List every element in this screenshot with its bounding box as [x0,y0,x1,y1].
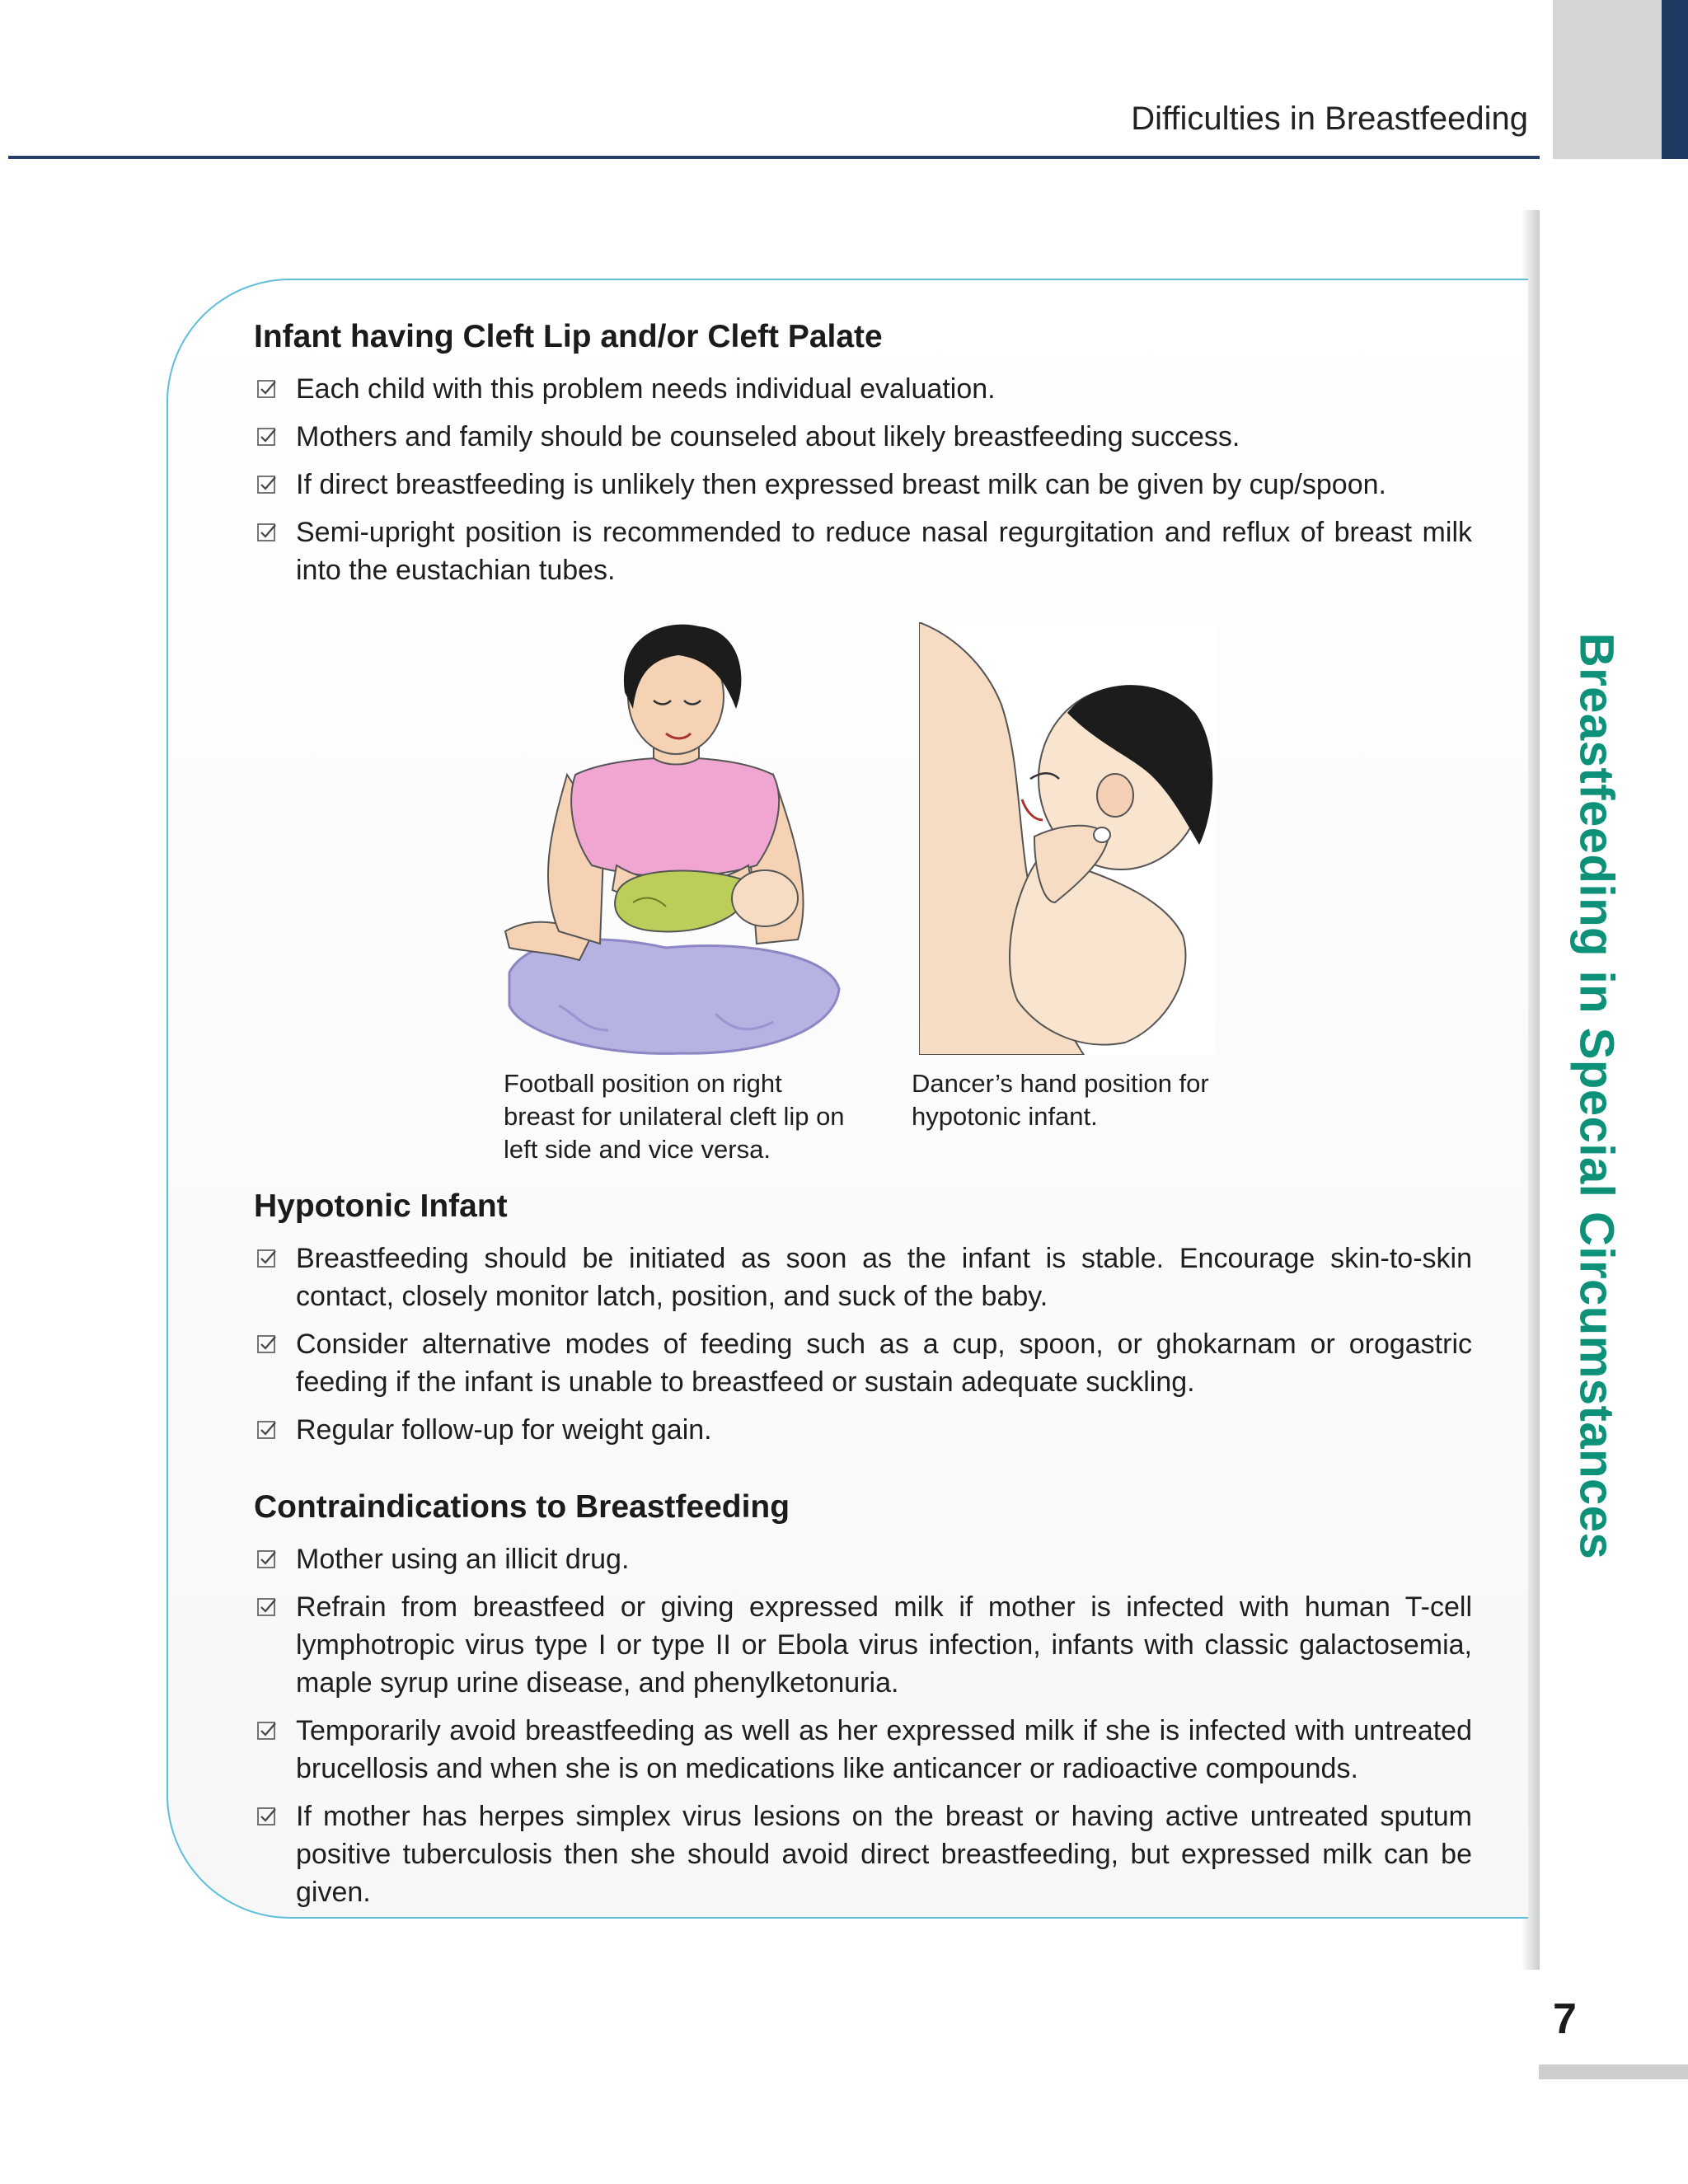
list-item [254,1588,1472,1702]
header-tab-navy [1662,0,1688,159]
list-item-text: If direct breastfeeding is unlikely then expressed breast milk can be given by cup/spoon. [296,469,1386,500]
dancer-hand-illustration [919,622,1216,1055]
list-item-text: Regular follow-up for weight gain. [296,1414,712,1446]
list-item [254,466,1472,504]
section-cleft-lip [254,319,1472,599]
checkbox-icon [257,1249,277,1268]
checkbox-icon [257,379,277,399]
list-item-text: Breastfeeding should be initiated as soon as the infant is stable. Encourage skin-to-skin contact, closely monitor latch, position, and suck of the baby. [296,1243,1472,1312]
list-item [254,370,1472,408]
list-item-text: Mothers and family should be counseled about likely breastfeeding success. [296,421,1240,452]
section-heading: Hypotonic Infant [254,1188,508,1224]
checkbox-icon [257,475,277,494]
list-item-text: Refrain from breastfeed or giving expressed milk if mother is infected with human T-cell lymphotropic virus type I or type II or Ebola virus infection, infants with classic galactosemia, maple syrup urine disease, and phenylketonuria. [296,1591,1472,1699]
list-item [254,1411,1472,1449]
checkbox-icon [257,1807,277,1826]
list-item [254,1325,1472,1401]
side-chapter-title: Breastfeeding in Special Circumstances [1569,632,1624,1560]
checkbox-icon [257,427,277,447]
list-item-text: Consider alternative modes of feeding such as a cup, spoon, or ghokarnam or orogastric feeding if the infant is unable to breastfeed or sustain adequate suckling. [296,1329,1472,1398]
checkbox-icon [257,1334,277,1354]
header-tab-grey [1553,0,1662,159]
list-item-text: Mother using an illicit drug. [296,1544,630,1575]
list-item-text: Temporarily avoid breastfeeding as well as her expressed milk if she is infected with untreated brucellosis and when she is on medications like anticancer or radioactive compounds. [296,1715,1472,1784]
list-item [254,1540,1472,1578]
list-item-text: Each child with this problem needs individual evaluation. [296,373,996,405]
header-rule [8,156,1540,159]
list-item [254,418,1472,456]
football-position-illustration [501,618,847,1059]
list-item [254,513,1472,589]
checkbox-icon [257,1597,277,1617]
checkbox-icon [257,523,277,542]
section-hypotonic-infant [254,1188,1472,1459]
section-heading: Infant having Cleft Lip and/or Cleft Palate [254,319,883,354]
running-header: Difficulties in Breastfeeding [1131,101,1528,137]
list-item-text: If mother has herpes simplex virus lesions on the breast or having active untreated sputum positive tuberculosis then she should avoid direct breastfeeding, but expressed milk can be given. [296,1801,1472,1908]
page-number-bar [1539,2064,1688,2079]
figure-caption-football: Football position on right breast for unilateral cleft lip on left side and vice versa. [504,1069,845,1164]
page-number: 7 [1553,1995,1577,2043]
checkbox-icon [257,1420,277,1440]
figure-caption-dancer: Dancer’s hand position for hypotonic infant. [912,1069,1209,1131]
checkbox-icon [257,1721,277,1741]
section-contraindications [254,1489,1472,1921]
list-item [254,1712,1472,1788]
list-item [254,1797,1472,1911]
section-heading: Contraindications to Breastfeeding [254,1489,790,1525]
list-item [254,1240,1472,1315]
list-item-text: Semi-upright position is recommended to reduce nasal regurgitation and reflux of breast milk into the eustachian tubes. [296,517,1472,586]
checkbox-icon [257,1549,277,1569]
